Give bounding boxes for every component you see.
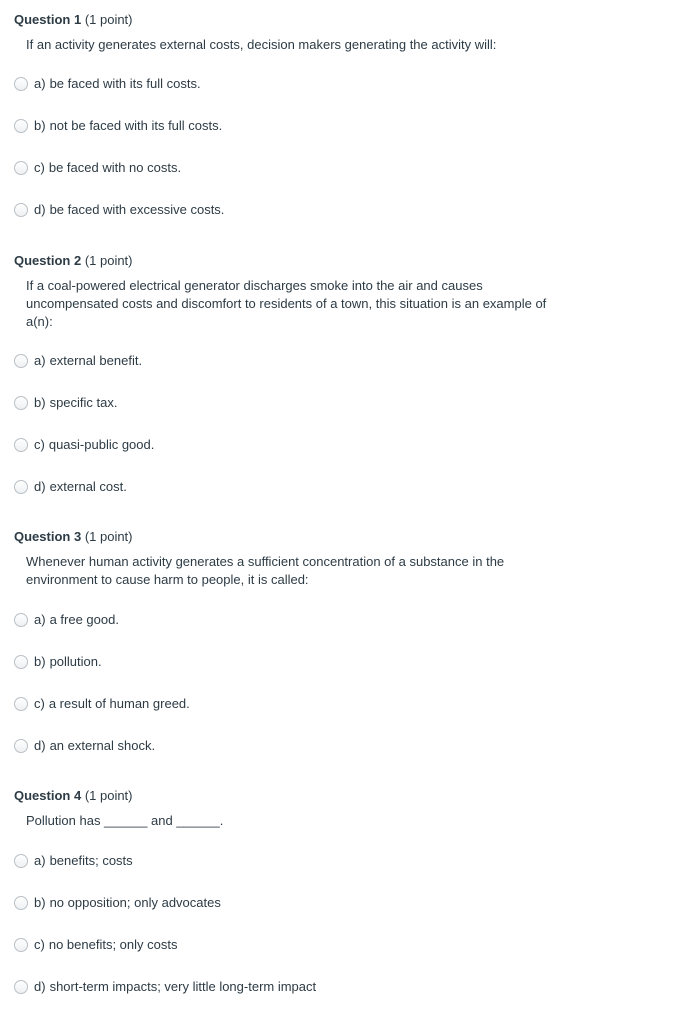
answer-letter: b) — [34, 654, 46, 669]
answer-letter: c) — [34, 696, 45, 711]
answer-letter: c) — [34, 160, 45, 175]
radio-button[interactable] — [14, 697, 28, 711]
question-points: (1 point) — [84, 529, 133, 544]
answer-option[interactable] — [14, 978, 316, 996]
answer-letter: b) — [34, 895, 46, 910]
question-4 — [14, 788, 674, 830]
answer-text: specific tax. — [49, 395, 118, 410]
answer-option[interactable] — [14, 117, 222, 135]
question-points: (1 point) — [84, 12, 133, 27]
answer-option[interactable] — [14, 936, 177, 954]
question-header — [14, 253, 674, 269]
answer-text: be faced with its full costs. — [49, 76, 201, 91]
question-2 — [14, 253, 674, 331]
answer-letter: c) — [34, 937, 45, 952]
radio-button[interactable] — [14, 739, 28, 753]
question-text: Whenever human activity generates a sufficient concentration of a substance in the environment to cause harm to people, it is called: — [26, 554, 505, 587]
question-number: Question 4 — [14, 788, 82, 803]
radio-button[interactable] — [14, 480, 28, 494]
radio-button[interactable] — [14, 655, 28, 669]
radio-button[interactable] — [14, 854, 28, 868]
answer-option[interactable] — [14, 159, 181, 177]
answer-letter: d) — [34, 738, 46, 753]
answer-option[interactable] — [14, 436, 154, 454]
answer-option[interactable] — [14, 201, 224, 219]
radio-button[interactable] — [14, 77, 28, 91]
radio-button[interactable] — [14, 354, 28, 368]
question-header — [14, 529, 674, 545]
answer-text: a free good. — [49, 612, 119, 627]
answer-letter: a) — [34, 353, 46, 368]
question-number: Question 3 — [14, 529, 82, 544]
answer-option[interactable] — [14, 478, 127, 496]
answer-letter: a) — [34, 612, 46, 627]
answer-letter: b) — [34, 118, 46, 133]
question-text: If a coal-powered electrical generator discharges smoke into the air and causes uncompensated costs and discomfort to residents of a town, this situation is an example of a(n): — [26, 278, 547, 329]
radio-button[interactable] — [14, 161, 28, 175]
answer-option[interactable] — [14, 75, 201, 93]
answer-letter: b) — [34, 395, 46, 410]
question-points: (1 point) — [84, 253, 133, 268]
answer-text: pollution. — [49, 654, 102, 669]
question-text: If an activity generates external costs, decision makers generating the activity will: — [26, 37, 497, 52]
question-1 — [14, 12, 674, 54]
answer-letter: a) — [34, 853, 46, 868]
answer-text: no opposition; only advocates — [49, 895, 221, 910]
question-text: Pollution has ______ and ______. — [26, 813, 224, 828]
radio-button[interactable] — [14, 938, 28, 952]
radio-button[interactable] — [14, 396, 28, 410]
answer-option[interactable] — [14, 352, 142, 370]
answer-text: no benefits; only costs — [48, 937, 178, 952]
radio-button[interactable] — [14, 119, 28, 133]
answer-option[interactable] — [14, 852, 133, 870]
question-header — [14, 12, 674, 28]
radio-button[interactable] — [14, 203, 28, 217]
answer-option[interactable] — [14, 894, 221, 912]
radio-button[interactable] — [14, 438, 28, 452]
answer-text: not be faced with its full costs. — [49, 118, 223, 133]
answer-text: benefits; costs — [49, 853, 133, 868]
radio-button[interactable] — [14, 896, 28, 910]
answer-text: short-term impacts; very little long-term impact — [49, 979, 317, 994]
answer-text: quasi-public good. — [48, 437, 155, 452]
answer-option[interactable] — [14, 653, 102, 671]
answer-text: be faced with excessive costs. — [49, 202, 225, 217]
answer-option[interactable] — [14, 695, 190, 713]
answer-text: a result of human greed. — [48, 696, 190, 711]
answer-option[interactable] — [14, 394, 117, 412]
answer-letter: d) — [34, 202, 46, 217]
answer-letter: c) — [34, 437, 45, 452]
answer-letter: a) — [34, 76, 46, 91]
question-number: Question 1 — [14, 12, 82, 27]
answer-text: an external shock. — [49, 738, 156, 753]
answer-letter: d) — [34, 979, 46, 994]
question-number: Question 2 — [14, 253, 82, 268]
answer-option[interactable] — [14, 737, 155, 755]
answer-text: external cost. — [49, 479, 127, 494]
answer-letter: d) — [34, 479, 46, 494]
radio-button[interactable] — [14, 980, 28, 994]
question-header — [14, 788, 674, 804]
answer-option[interactable] — [14, 611, 119, 629]
answer-text: be faced with no costs. — [48, 160, 182, 175]
question-3 — [14, 529, 674, 589]
question-points: (1 point) — [84, 788, 133, 803]
answer-text: external benefit. — [49, 353, 143, 368]
radio-button[interactable] — [14, 613, 28, 627]
